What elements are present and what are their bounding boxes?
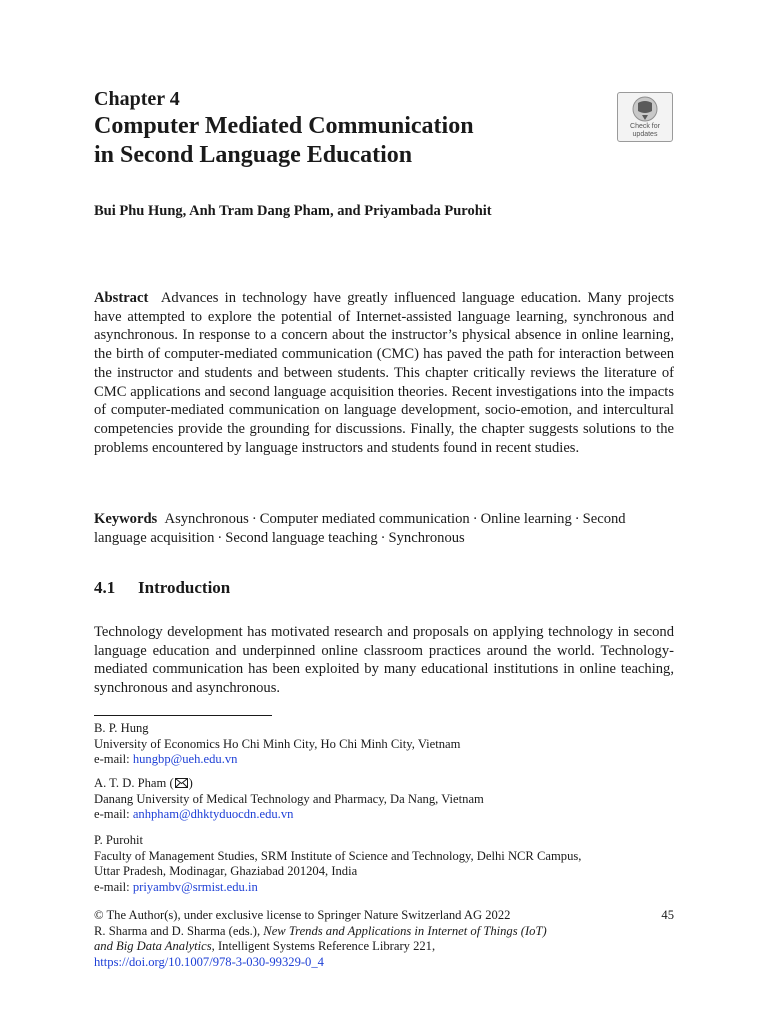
abstract-label: Abstract (94, 290, 149, 306)
affiliation-purohit (94, 833, 674, 895)
chapter-title (94, 112, 594, 170)
affiliation-hung (94, 721, 674, 768)
affiliation-name: B. P. Hung (94, 721, 149, 735)
author-list: Bui Phu Hung, Anh Tram Dang Pham, and Priyambada Purohit (94, 203, 492, 219)
copyright-footer (94, 908, 674, 970)
footnote-rule (94, 715, 272, 716)
keyword: Online learning (480, 511, 572, 527)
section-number: 4.1 (94, 578, 116, 597)
check-for-updates-icon (632, 96, 658, 122)
email-link[interactable]: hungbp@ueh.edu.vn (132, 752, 238, 767)
badge-line-2: updates (632, 131, 658, 138)
intro-paragraph: Technology development has motivated research and proposals on applying technology in second language education and underpinned online classroom practices around the world. Technology-mediated communication has been exploited by many educational institutions in online teaching, synchronous and asynchronous. (94, 624, 674, 697)
abstract (94, 289, 674, 457)
affiliation-pham: A. T. D. Pham ( ) Danang University of Medical Technology and Pharmacy, Da Nang, Vietnam e-mail: anhpham@dhktyduocdn.edu.vn (94, 776, 484, 822)
email-label: e-mail: (94, 752, 130, 767)
badge-line-1: Check for (630, 123, 660, 130)
keyword: Second language teaching (225, 529, 378, 546)
email-label: e-mail: (94, 879, 130, 894)
affiliation-institution: University of Economics Ho Chi Minh City, Ho Chi Minh City, Vietnam (94, 736, 461, 751)
email-link[interactable]: priyambv@srmist.edu.in (132, 879, 258, 894)
keyword-separator: · (472, 511, 478, 527)
abstract-text: Advances in technology have greatly influenced language education. Many projects have attempted to explore the potential of Internet-assisted language learning, synchronous and asynchronous. In response to a concern about the instructor’s physical absence in online learning, the birth of computer-mediated communication (CMC) has paved the path for interaction between the instructor and students and between students. This chapter critically reviews the literature of CMC applications and second language acquisition theories. Recent investigations into the impacts of computer-mediated communication on language development, socio-emotion, and intercultural competencies provide the grounding for discussions. Finally, the chapter suggests solutions to the problems encountered by language instructors and students found in recent studies. (94, 290, 674, 456)
affiliation-name: P. Purohit (94, 833, 143, 847)
email-label: e-mail: (94, 807, 130, 822)
check-for-updates-badge[interactable] (617, 92, 673, 142)
section-heading (94, 578, 230, 598)
affiliation-name: A. T. D. Pham (94, 776, 167, 790)
chapter-label: Chapter 4 (94, 88, 180, 110)
editors-line: R. Sharma and D. Sharma (eds.), (94, 923, 261, 938)
envelope-icon (175, 778, 188, 788)
book-title: New Trends and Applications in Internet of Things (IoT) (263, 923, 547, 938)
chapter-title-line-1: Computer Mediated Communication (94, 113, 474, 139)
keyword: Asynchronous (164, 511, 249, 527)
chapter-title-line-2: in Second Language Education (94, 142, 413, 168)
affiliation-institution: Danang University of Medical Technology and Pharmacy, Da Nang, Vietnam (94, 791, 484, 806)
email-link[interactable]: anhpham@dhktyduocdn.edu.vn (132, 807, 294, 822)
copyright-line: © The Author(s), under exclusive license to Springer Nature Switzerland AG 2022 (94, 908, 511, 922)
keywords-label: Keywords (94, 511, 158, 527)
keyword-separator: · (217, 529, 223, 546)
keyword-separator: · (251, 511, 257, 527)
affiliation-institution: Faculty of Management Studies, SRM Institute of Science and Technology, Delhi NCR Campus, (94, 848, 582, 863)
keyword: Synchronous (388, 529, 465, 546)
series-line: , Intelligent Systems Reference Library 221, (211, 939, 436, 954)
keyword: Second language acquisition (94, 511, 626, 546)
book-title-continued: and Big Data Analytics (94, 939, 212, 954)
keyword-separator: · (574, 511, 580, 527)
keyword: Computer mediated communication (259, 511, 470, 527)
section-title: Introduction (138, 578, 231, 597)
page-number: 45 (661, 908, 674, 922)
doi-link[interactable]: https://doi.org/10.1007/978-3-030-99329-0_4 (94, 954, 324, 969)
affiliation-address: Uttar Pradesh, Modinagar, Ghaziabad 201204, India (94, 864, 358, 879)
keyword-separator: · (380, 529, 386, 546)
keywords (94, 510, 674, 547)
